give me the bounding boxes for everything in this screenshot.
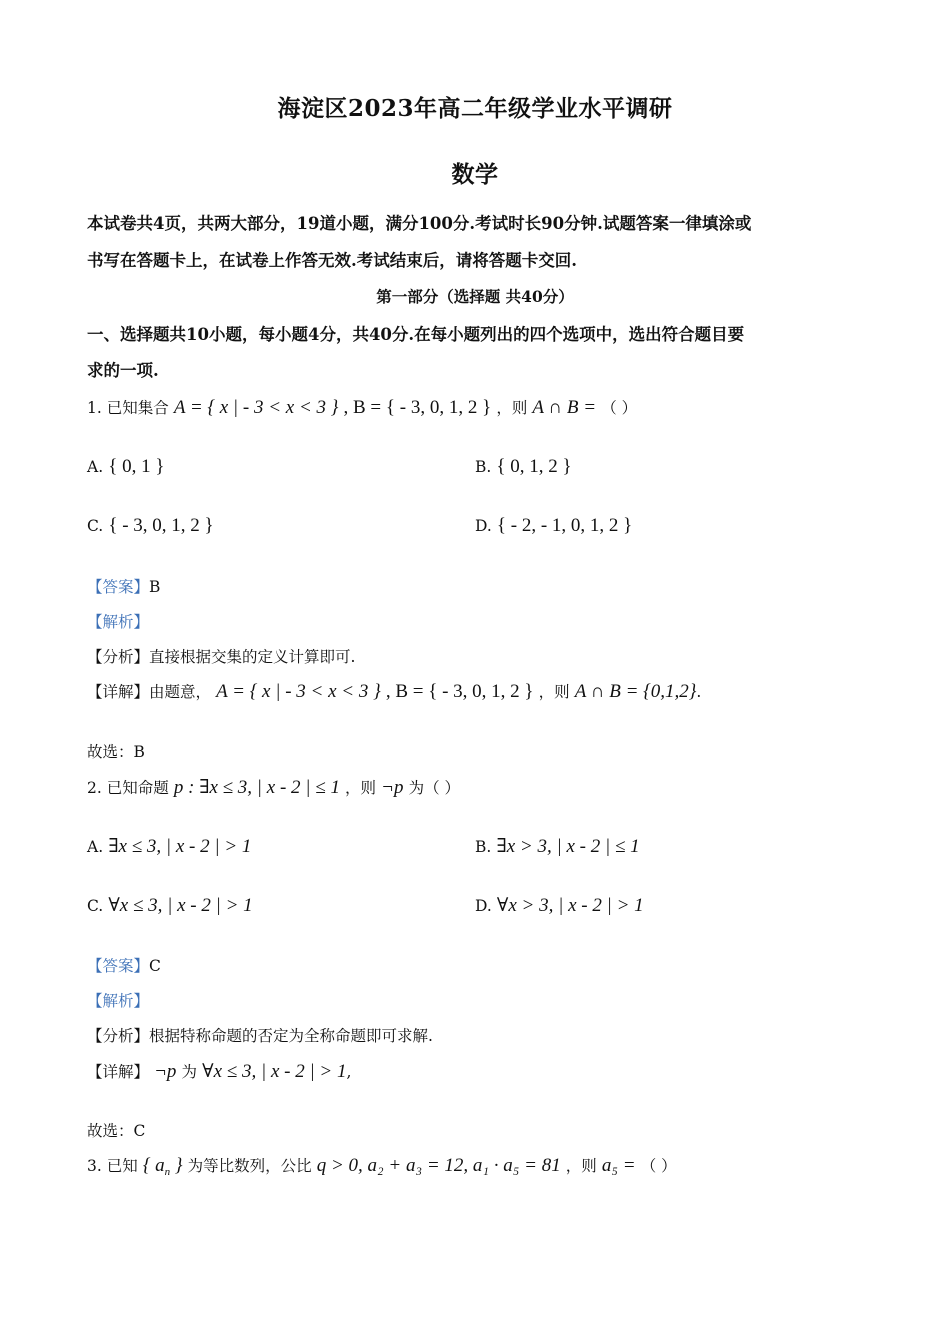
q1-answer-value: B [149,578,161,596]
exam-title: 海淀区2023年高二年级学业水平调研 [277,95,673,122]
q2-detail-negation: ¬p [154,1061,177,1082]
q2-option-c-value: ∀x ≤ 3, | x - 2 | > 1 [108,895,253,916]
q1-then: ，则 [496,399,528,417]
q1-option-c-value: { - 3, 0, 1, 2 } [108,515,214,536]
q1-detail-tag: 【详解】 [87,683,150,701]
q2-is: 为（ ） [408,779,461,797]
q1-fenxi-text: 直接根据交集的定义计算即可. [149,648,356,666]
q2-answer-tag: 【答案】 [87,957,150,975]
q2-negation: ¬p [381,777,404,798]
q3-seq-open: { a [142,1155,165,1176]
q2-fenxi [87,1024,433,1046]
q2-choose: 故选：C [87,1122,146,1140]
q1-detail-end: . [696,683,702,701]
q1-detail-then: ，则 [538,683,570,701]
q1-detail-text: 由题意， [149,683,212,701]
q2-option-b-value: ∃x > 3, | x - 2 | ≤ 1 [496,836,640,857]
question-1-stem [87,396,637,419]
q2-analysis-tag: 【解析】 [87,992,150,1010]
q3-paren: （ ） [640,1157,677,1175]
instructions-line-2: 书写在答题卡上，在试卷上作答无效.考试结束后，请将答题卡交回. [87,251,577,270]
q1-paren: （ ） [601,399,638,417]
q3-is: 为等比数列，公比 [187,1157,312,1175]
q1-set-b: , B = { - 3, 0, 1, 2 } [343,397,492,418]
q1-fenxi-tag: 【分析】 [87,648,150,666]
q3-sequence [143,1155,183,1176]
q2-option-a [87,835,251,858]
q1-analysis-tag: 【解析】 [87,613,150,631]
q2-option-b [475,835,640,858]
q2-prefix: 2. 已知命题 [87,779,169,797]
q3-ask: a₅ = [601,1155,636,1176]
q1-answer [87,575,160,597]
q2-proposition: p : ∃x ≤ 3, | x - 2 | ≤ 1 [173,777,340,798]
q1-fenxi [87,645,355,667]
q3-seq-close: } [170,1155,183,1176]
q1-detail-result: A ∩ B = {0,1,2} [574,681,697,702]
q2-option-a-value: ∃x ≤ 3, | x - 2 | > 1 [108,836,252,857]
q3-condition: q > 0, a₂ + a₃ = 12, a₁ · a₅ = 81 [316,1155,561,1176]
q3-then: ，则 [565,1157,597,1175]
q2-detail [87,1060,351,1083]
q2-option-c-label: C. [87,897,104,915]
subject-title: 数学 [451,161,499,188]
q1-option-d-value: { - 2, - 1, 0, 1, 2 } [496,515,633,536]
q2-option-b-label: B. [475,838,492,856]
q1-option-b-value: { 0, 1, 2 } [496,456,572,477]
q1-option-a-value: { 0, 1 } [108,456,165,477]
q2-option-d-label: D. [475,897,492,915]
q1-detail [87,680,701,703]
q2-option-d-value: ∀x > 3, | x - 2 | > 1 [496,895,644,916]
q1-answer-tag: 【答案】 [87,578,150,596]
q1-set-a: A = { x | - 3 < x < 3 } [173,397,339,418]
q2-option-c [87,894,253,917]
q1-detail-set-b: , B = { - 3, 0, 1, 2 } [385,681,534,702]
section-heading-line-1: 一、选择题共10小题，每小题4分，共40分.在每小题列出的四个选项中，选出符合题目要 [87,325,745,344]
q1-option-b [475,456,572,478]
q2-detail-tag: 【详解】 [87,1063,150,1081]
q2-fenxi-text: 根据特称命题的否定为全称命题即可求解. [149,1027,433,1045]
q1-detail-set-a: A = { x | - 3 < x < 3 } [216,681,381,702]
q2-option-d [475,894,644,917]
q1-option-c-label: C. [87,517,104,535]
q1-option-a [87,456,164,478]
q1-ask: A ∩ B = [532,397,597,418]
q3-seq-sub: n [164,1166,171,1178]
question-2-stem [87,776,460,799]
q2-then: ，则 [345,779,377,797]
section-heading-line-2: 求的一项. [87,361,159,380]
part1-heading: 第一部分（选择题 共40分） [376,287,574,306]
q1-prefix: 1. 已知集合 [87,399,169,417]
q3-prefix: 3. 已知 [87,1157,138,1175]
question-3-stem [87,1154,677,1178]
q2-fenxi-tag: 【分析】 [87,1027,150,1045]
instructions-line-1: 本试卷共4页，共两大部分，19道小题，满分100分.考试时长90分钟.试题答案一律填涂或 [87,214,752,233]
q1-option-a-label: A. [87,458,104,476]
q2-option-a-label: A. [87,838,104,856]
q1-option-d-label: D. [475,517,492,535]
q2-detail-end: , [346,1063,352,1081]
q1-option-b-label: B. [475,458,492,476]
q1-option-d [475,515,632,537]
q2-answer-value: C [149,957,161,975]
q1-choose: 故选：B [87,743,145,761]
q2-detail-expression: ∀x ≤ 3, | x - 2 | > 1 [202,1061,347,1082]
q1-option-c [87,515,214,537]
q2-detail-is: 为 [181,1063,198,1081]
q2-answer [87,954,161,976]
